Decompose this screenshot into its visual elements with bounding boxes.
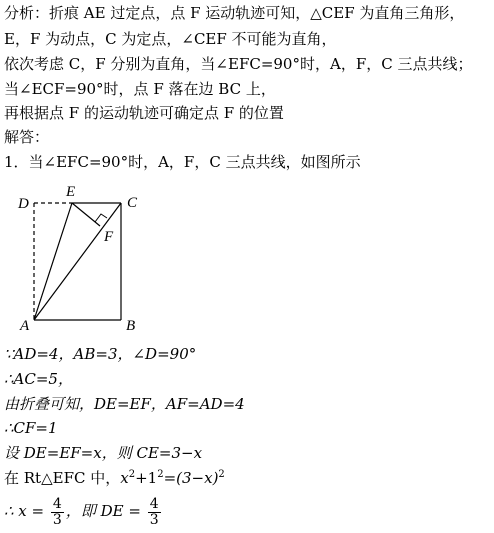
solution-step-2: ∴AC=5， [4,370,73,388]
sup-c: 2 [218,469,225,480]
fraction-de: $\frac{4}{3}$ [149,495,159,528]
step-7-mid: ，即 DE = [65,502,141,520]
fraction-x: $\frac{4}{3}$ [52,495,62,528]
analysis-line-4: 当∠ECF=90°时，点 F 落在边 BC 上， [4,80,276,98]
sup-b: 2 [157,469,164,480]
solution-step-7 [4,496,163,528]
solution-step-3: 由折叠可知，DE=EF，AF=AD=4 [4,395,245,413]
label-C: C [127,195,138,211]
solution-step-6 [4,468,225,488]
analysis-line-5: 再根据点 F 的运动轨迹可确定点 F 的位置 [4,104,284,122]
answer-label: 解答： [4,128,50,146]
right-angle-mark [95,214,107,222]
segment-EF [72,203,100,226]
step-7-prefix: ∴ x = [4,502,45,520]
segment-AE [34,203,72,320]
solution-step-5: 设 DE=EF=x，则 CE=3−x [4,444,203,462]
label-F: F [104,229,114,245]
equation-term-b: +1 [135,469,158,487]
equation-term-a: x [120,469,129,487]
label-A: A [20,318,30,334]
equation-term-c: =(3−x) [163,469,219,487]
solution-step-4: ∴CF=1 [4,419,58,437]
case-1-heading: 1．当∠EFC=90°时，A，F，C 三点共线，如图所示 [4,153,361,171]
analysis-line-2: E，F 为动点，C 为定点，∠CEF 不可能为直角， [4,30,337,48]
label-B: B [126,318,136,334]
step-6-prefix: 在 Rt△EFC 中， [4,469,121,487]
analysis-line-3: 依次考虑 C，F 分别为直角，当∠EFC=90°时，A，F，C 三点共线； [4,55,473,73]
segment-AC [34,203,121,320]
analysis-line-1: 分析：折痕 AE 过定点，点 F 运动轨迹可知，△CEF 为直角三角形， [4,4,465,22]
label-D: D [18,196,29,212]
solution-step-1: ∵AD=4，AB=3，∠D=90° [4,345,197,363]
label-E: E [66,184,76,200]
sup-a: 2 [128,469,136,480]
